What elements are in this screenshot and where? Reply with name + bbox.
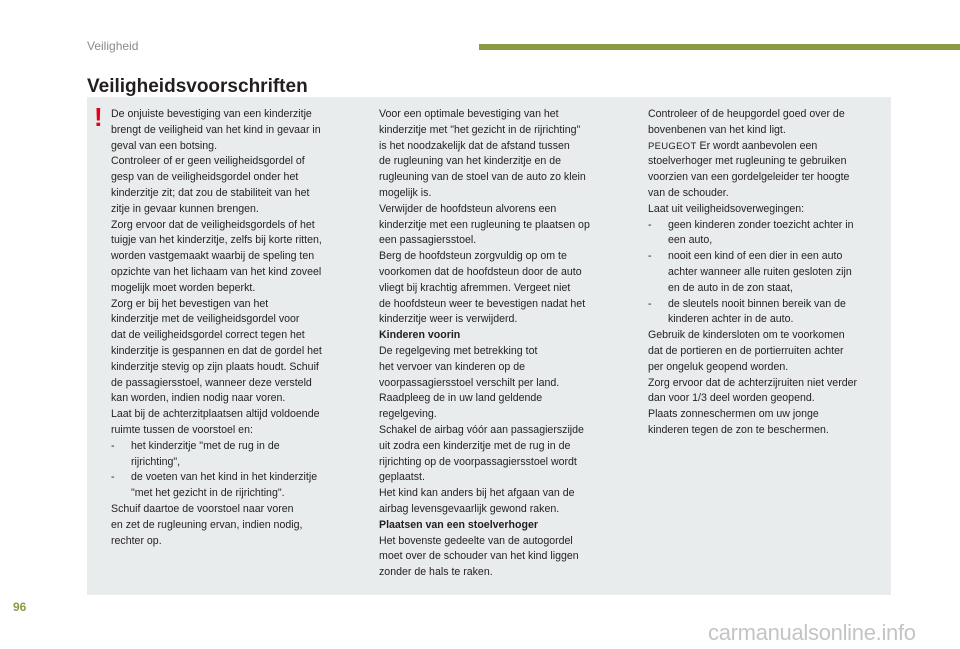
text-line: Schuif daartoe de voorstoel naar voren bbox=[111, 502, 294, 515]
text-line: moet over de schouder van het kind liggen bbox=[379, 550, 579, 563]
text-line: worden vastgemaakt waarbij de speling ten bbox=[111, 250, 315, 263]
warning-column-2 bbox=[379, 107, 624, 581]
bullet-item bbox=[648, 249, 888, 296]
text-line: "met het gezicht in de rijrichting". bbox=[131, 487, 285, 500]
text-line: uit zodra een kinderzitje met de rug in de bbox=[379, 439, 571, 452]
text-line: voorzien van een gordelgeleider ter hoogte bbox=[648, 171, 850, 184]
text-line: rugleuning van de stoel van de auto zo klein bbox=[379, 171, 586, 184]
text-line: het kinderzitje "met de rug in de bbox=[131, 439, 280, 452]
text-line: en zet de rugleuning ervan, indien nodig, bbox=[111, 518, 303, 531]
text-line: Controleer of de heupgordel goed over de bbox=[648, 108, 845, 120]
text-line: Controleer of er geen veiligheidsgordel of bbox=[111, 155, 305, 168]
text-line: is het noodzakelijk dat de afstand tussen bbox=[379, 139, 570, 152]
text-line: Het kind kan anders bij het afgaan van de bbox=[379, 487, 575, 500]
text-line: Verwijder de hoofdsteun alvorens een bbox=[379, 202, 557, 215]
text-line: kinderzitje weer is verwijderd. bbox=[379, 313, 518, 326]
text-line: De regelgeving met betrekking tot bbox=[379, 344, 538, 357]
text-line: de rugleuning van het kinderzitje en de bbox=[379, 155, 561, 168]
text-line: kinderzitje met "het gezicht in de rijrichting" bbox=[379, 123, 581, 136]
text-line: Gebruik de kindersloten om te voorkomen bbox=[648, 329, 845, 342]
text-line: kinderzitje met een rugleuning te plaatsen op bbox=[379, 218, 590, 231]
text-line: voorpassagiersstoel verschilt per land. bbox=[379, 376, 560, 389]
text-line: een passagiersstoel. bbox=[379, 234, 477, 247]
bullet-item bbox=[111, 470, 355, 502]
text-line: en de auto in de zon staat, bbox=[668, 281, 793, 294]
text-line: de passagiersstoel, wanneer deze versteld bbox=[111, 376, 312, 389]
text-line: mogelijk is. bbox=[379, 186, 432, 199]
text-line: kinderzitje is gespannen en dat de gordel het bbox=[111, 344, 322, 357]
text-line: ruimte tussen de voorstoel en: bbox=[111, 423, 253, 436]
text-line: zonder de hals te raken. bbox=[379, 566, 493, 579]
text-line: kinderzitje stevig op zijn plaats houdt. Schuif bbox=[111, 360, 319, 373]
text-line: tuigje van het kinderzitje, zelfs bij korte ritten, bbox=[111, 234, 322, 247]
text-line: Zorg ervoor dat de veiligheidsgordels of het bbox=[111, 218, 315, 231]
text-line: Laat uit veiligheidsoverwegingen: bbox=[648, 202, 805, 215]
text-line: gesp van de veiligheidsgordel onder het bbox=[111, 171, 299, 184]
text-line: stoelverhoger met rugleuning te gebruiken bbox=[648, 155, 847, 168]
text-line: een auto, bbox=[668, 234, 713, 247]
bullet-dash: - bbox=[111, 471, 115, 484]
text-line: mogelijk moet worden beperkt. bbox=[111, 281, 256, 294]
text-line: achter wanneer alle ruiten gesloten zijn bbox=[668, 265, 852, 278]
text-line: het vervoer van kinderen op de bbox=[379, 360, 526, 373]
text-fragment: Er wordt aanbevolen een bbox=[696, 139, 818, 152]
text-line: geplaatst. bbox=[379, 471, 425, 484]
text-line: Zorg ervoor dat de achterzijruiten niet verder bbox=[648, 376, 858, 389]
text-line: kinderzitje zit; dat zou de stabiliteit van het bbox=[111, 186, 310, 199]
text-line: zitje in gevaar kunnen brengen. bbox=[111, 202, 259, 215]
section-label: Veiligheid bbox=[87, 39, 139, 53]
text-line: bovenbenen van het kind ligt. bbox=[648, 123, 786, 136]
text-line: per ongeluk geopend worden. bbox=[648, 360, 789, 373]
page-title: Veiligheidsvoorschriften bbox=[87, 76, 308, 97]
bullet-item bbox=[648, 297, 888, 329]
warning-exclamation-icon: ! bbox=[94, 102, 103, 132]
text-line: geval van een botsing. bbox=[111, 139, 218, 152]
text-line: De onjuiste bevestiging van een kinderzitje bbox=[111, 108, 312, 120]
text-line: Het bovenste gedeelte van de autogordel bbox=[379, 534, 573, 547]
warning-column-3 bbox=[648, 107, 888, 439]
text-line: de voeten van het kind in het kinderzitje bbox=[131, 471, 318, 484]
text-line: rechter op. bbox=[111, 534, 162, 547]
text-line: opzichte van het lichaam van het kind zoveel bbox=[111, 265, 322, 278]
text-line: kinderen tegen de zon te beschermen. bbox=[648, 423, 829, 436]
text-line: Raadpleeg de in uw land geldende bbox=[379, 392, 543, 405]
text-line: rijrichting op de voorpassagiersstoel wordt bbox=[379, 455, 577, 468]
text-line: dat de veiligheidsgordel correct tegen het bbox=[111, 329, 305, 342]
text-line: vliegt bij krachtig afremmen. Vergeet niet bbox=[379, 281, 571, 294]
bullet-dash: - bbox=[648, 250, 652, 263]
text-line: brengt de veiligheid van het kind in gevaar in bbox=[111, 123, 321, 136]
text-line: de sleutels nooit binnen bereik van de bbox=[668, 297, 846, 310]
text-line: airbag levensgevaarlijk gewond raken. bbox=[379, 502, 560, 515]
text-line: kinderen achter in de auto. bbox=[668, 313, 794, 326]
text-line: voorkomen dat de hoofdsteun door de auto bbox=[379, 265, 582, 278]
text-line: Berg de hoofdsteun zorgvuldig op om te bbox=[379, 250, 567, 263]
warning-box bbox=[87, 97, 891, 595]
text-line: nooit een kind of een dier in een auto bbox=[668, 250, 843, 263]
bullet-item bbox=[111, 439, 355, 471]
text-line: Voor een optimale bevestiging van het bbox=[379, 108, 559, 120]
text-line: dat de portieren en de portierruiten achter bbox=[648, 344, 844, 357]
text-line: Zorg er bij het bevestigen van het bbox=[111, 297, 269, 310]
watermark: carmanualsonline.info bbox=[708, 620, 916, 645]
brand-name: PEUGEOT bbox=[648, 140, 697, 152]
text-line: van de schouder. bbox=[648, 186, 729, 199]
text-line: geen kinderen zonder toezicht achter in bbox=[668, 218, 854, 231]
text-line: Schakel de airbag vóór aan passagierszijde bbox=[379, 423, 584, 436]
text-line: de hoofdsteun weer te bevestigen nadat het bbox=[379, 297, 586, 310]
page-number: 96 bbox=[13, 600, 27, 614]
bullet-dash: - bbox=[648, 297, 652, 310]
text-line: kinderzitje met de veiligheidsgordel voor bbox=[111, 313, 300, 326]
text-line: Plaats zonneschermen om uw jonge bbox=[648, 408, 819, 421]
subheading-booster-seat: Plaatsen van een stoelverhoger bbox=[379, 518, 538, 531]
bullet-dash: - bbox=[111, 439, 115, 452]
text-line: Laat bij de achterzitplaatsen altijd voldoende bbox=[111, 408, 320, 421]
subheading-children-front: Kinderen voorin bbox=[379, 329, 461, 342]
warning-column-1 bbox=[111, 107, 355, 549]
text-line bbox=[648, 139, 888, 155]
bullet-item bbox=[648, 218, 888, 250]
header-accent-bar bbox=[479, 44, 960, 50]
bullet-dash: - bbox=[648, 218, 652, 231]
text-line: rijrichting", bbox=[131, 455, 181, 468]
text-line: regelgeving. bbox=[379, 408, 437, 421]
text-line: dan voor 1/3 deel worden geopend. bbox=[648, 392, 815, 405]
text-line: kan worden, indien nodig naar voren. bbox=[111, 392, 286, 405]
